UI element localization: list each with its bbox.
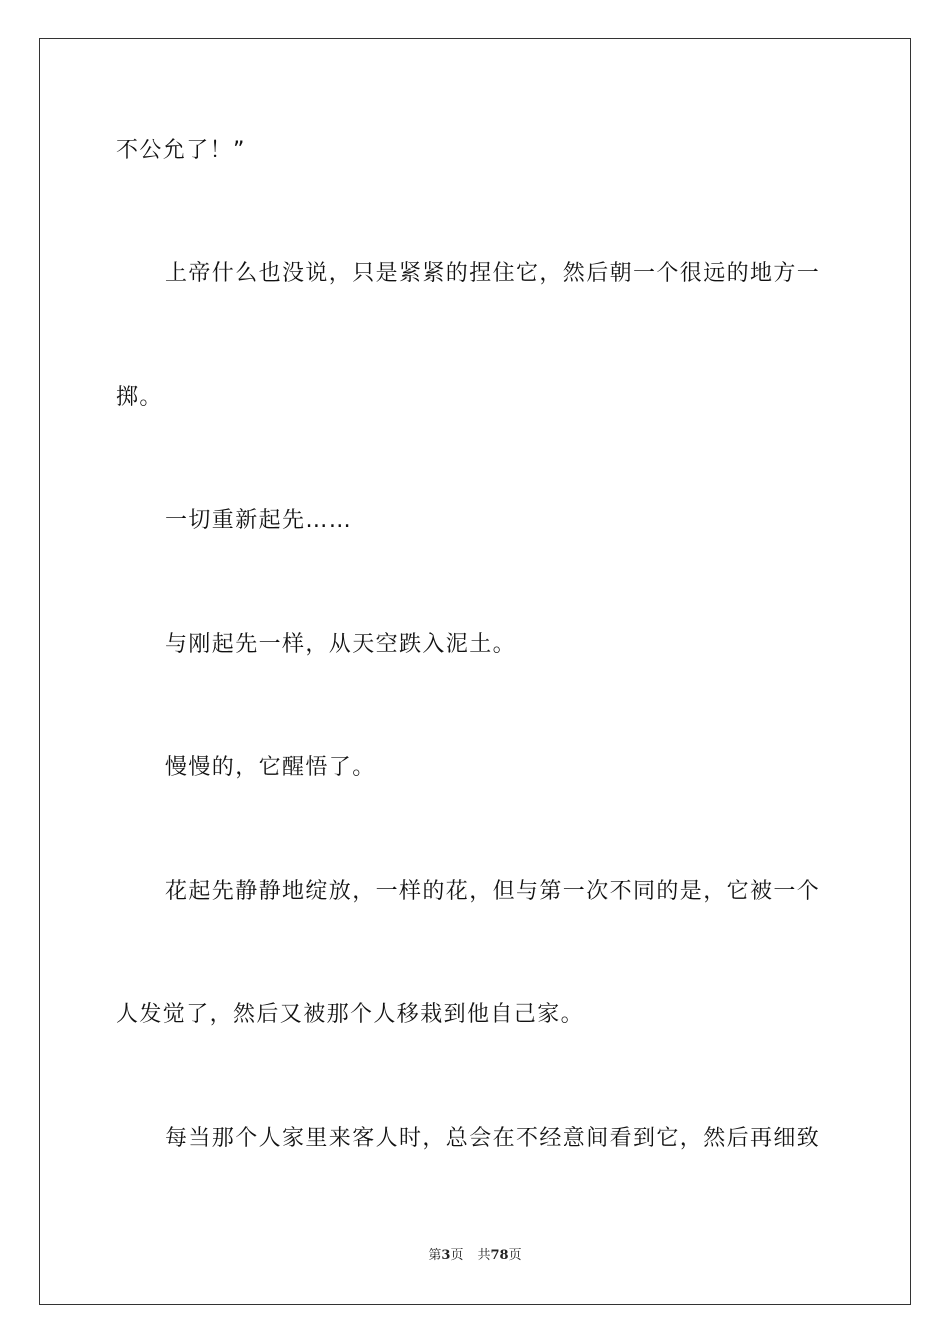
- footer-total-pages: 78: [490, 1248, 509, 1263]
- footer-page-suffix: 页: [450, 1248, 464, 1263]
- footer-total-prefix: 共: [477, 1248, 491, 1263]
- footer-total-suffix: 页: [508, 1248, 522, 1263]
- text-line-4: 一切重新起先……: [165, 508, 353, 533]
- text-line-9: 每当那个人家里来客人时，总会在不经意间看到它，然后再细致: [165, 1126, 821, 1151]
- text-line-2: 上帝什么也没说，只是紧紧的捏住它，然后朝一个很远的地方一: [165, 261, 821, 286]
- text-line-6: 慢慢的，它醒悟了。: [165, 755, 376, 780]
- text-line-1: 不公允了！”: [116, 138, 246, 163]
- page-border: [39, 38, 911, 1305]
- text-line-7: 花起先静静地绽放，一样的花，但与第一次不同的是，它被一个: [165, 879, 821, 904]
- text-line-3: 掷。: [116, 385, 163, 410]
- footer-page-prefix: 第: [428, 1248, 442, 1263]
- text-line-5: 与刚起先一样，从天空跌入泥土。: [165, 632, 517, 657]
- page-footer: [0, 1247, 950, 1265]
- footer-page-number: 3: [441, 1248, 451, 1263]
- text-line-8: 人发觉了，然后又被那个人移栽到他自己家。: [116, 1002, 585, 1027]
